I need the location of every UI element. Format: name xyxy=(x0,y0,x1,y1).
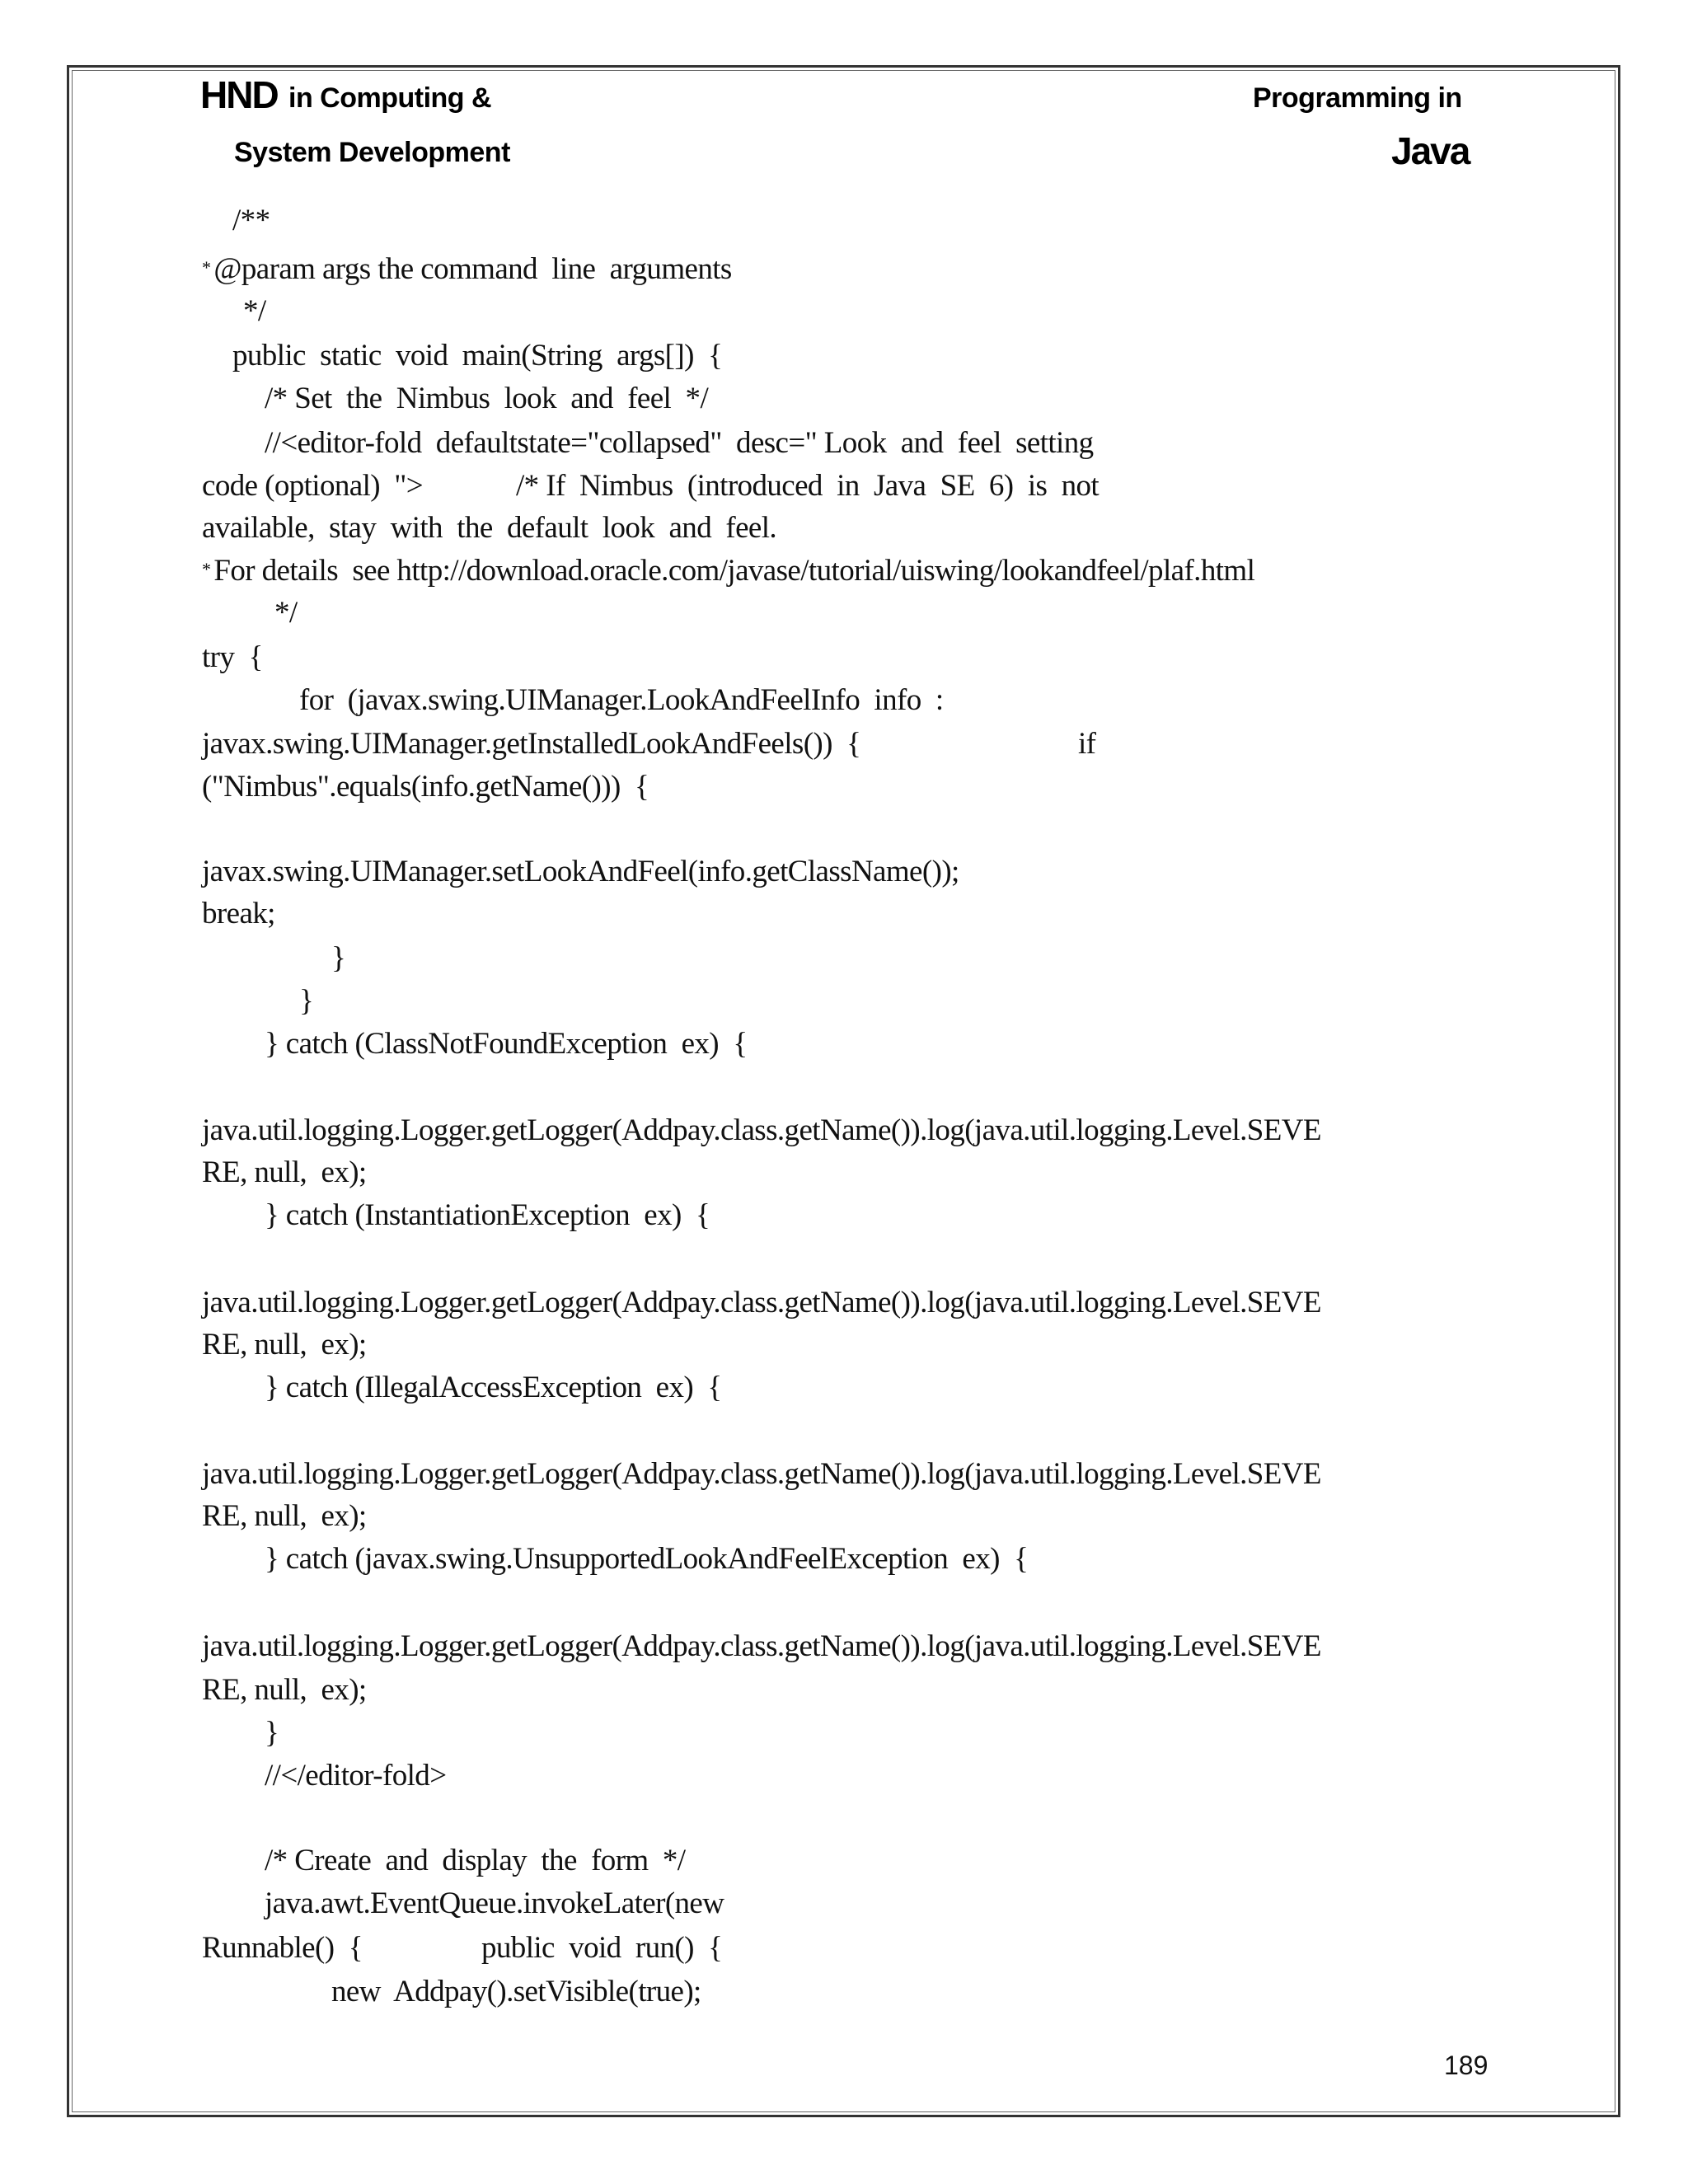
code-line: new Addpay().setVisible(true); xyxy=(331,1975,701,2008)
code-line: } xyxy=(331,941,346,975)
code-line: if xyxy=(1078,727,1096,761)
code-line: java.util.logging.Logger.getLogger(Addpay.class.getName()).log(java.util.logging.Level.SEVE xyxy=(202,1629,1321,1663)
header-hnd: HND xyxy=(200,73,278,116)
code-line: available, stay with the default look and feel. xyxy=(202,511,777,545)
code-line: java.util.logging.Logger.getLogger(Addpay.class.getName()).log(java.util.logging.Level.SEVE xyxy=(202,1457,1321,1491)
code-line: public void run() { xyxy=(481,1931,723,1965)
code-line: /* Create and display the form */ xyxy=(265,1844,686,1877)
code-line: /** xyxy=(232,204,270,237)
code-line-text: @param args the command line arguments xyxy=(213,252,732,286)
code-line: java.util.logging.Logger.getLogger(Addpay.class.getName()).log(java.util.logging.Level.SEVE xyxy=(202,1286,1321,1319)
code-line: java.awt.EventQueue.invokeLater(new xyxy=(265,1886,724,1920)
code-line-text: For details see http://download.oracle.com/javase/tutorial/uiswing/lookandfeel/plaf.html xyxy=(213,554,1255,588)
bullet-star: * xyxy=(202,559,211,579)
code-line: /* Set the Nimbus look and feel */ xyxy=(265,382,709,415)
code-line xyxy=(202,553,1254,588)
code-line: /* If Nimbus (introduced in Java SE 6) is not xyxy=(516,469,1100,503)
header-subject-line2: Java xyxy=(1391,129,1470,172)
code-line: javax.swing.UIManager.setLookAndFeel(info.getClassName()); xyxy=(202,855,959,888)
code-line: java.util.logging.Logger.getLogger(Addpay.class.getName()).log(java.util.logging.Level.SEVE xyxy=(202,1113,1321,1147)
code-line xyxy=(202,251,732,287)
code-line: } catch (IllegalAccessException ex) { xyxy=(265,1371,722,1404)
code-line: break; xyxy=(202,897,275,930)
page-number: 189 xyxy=(1444,2050,1489,2080)
code-line: Runnable() { xyxy=(202,1931,363,1965)
header-course-line1: in Computing & xyxy=(288,82,492,114)
code-line: */ xyxy=(243,294,266,328)
code-line: try { xyxy=(202,640,263,674)
code-line: ("Nimbus".equals(info.getName())) { xyxy=(202,770,649,804)
code-line: */ xyxy=(274,596,298,630)
header-course-line2: System Development xyxy=(234,137,510,168)
code-line: } xyxy=(265,1716,279,1750)
code-line: RE, null, ex); xyxy=(202,1673,367,1707)
code-line: //<editor-fold defaultstate="collapsed" desc=" Look and feel setting xyxy=(265,426,1094,460)
code-line: for (javax.swing.UIManager.LookAndFeelInfo info : xyxy=(299,683,944,717)
code-line: public static void main(String args[]) { xyxy=(232,339,723,373)
header-subject-line1: Programming in xyxy=(1253,82,1462,114)
code-line: RE, null, ex); xyxy=(202,1155,367,1189)
bullet-star: * xyxy=(202,257,211,278)
code-line: code (optional) "> xyxy=(202,469,424,503)
page-border-inner xyxy=(72,70,1615,2112)
code-line: javax.swing.UIManager.getInstalledLookAndFeels()) { xyxy=(202,727,861,761)
code-line: } catch (InstantiationException ex) { xyxy=(265,1198,710,1232)
code-line: } catch (ClassNotFoundException ex) { xyxy=(265,1027,748,1061)
code-line: RE, null, ex); xyxy=(202,1328,367,1361)
code-line: } xyxy=(299,984,314,1018)
code-line: RE, null, ex); xyxy=(202,1499,367,1533)
code-line: } catch (javax.swing.UnsupportedLookAndFeelException ex) { xyxy=(265,1542,1029,1576)
code-line: //</editor-fold> xyxy=(265,1759,447,1793)
